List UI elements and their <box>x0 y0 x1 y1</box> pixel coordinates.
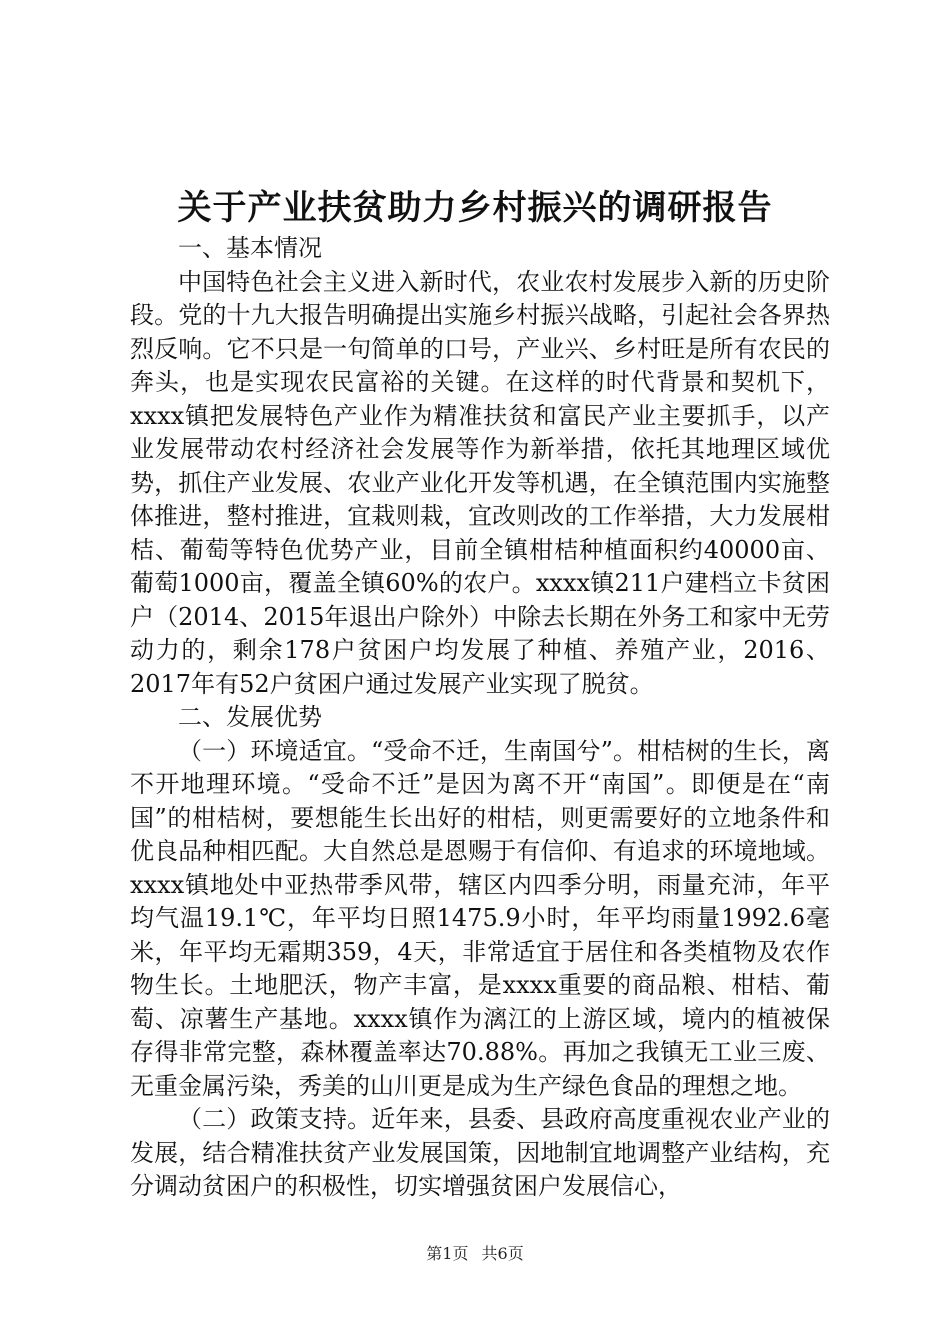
paragraph: （二）政策支持。近年来，县委、县政府高度重视农业产业的发展，结合精准扶贫产业发展国策，因地制宜地调整产业结构，充分调动贫困户的积极性，切实增强贫困户发展信心， <box>130 1105 830 1200</box>
paragraph: 中国特色社会主义进入新时代，农业农村发展步入新的历史阶段。党的十九大报告明确提出实施乡村振兴战略，引起社会各界热烈反响。它不只是一句简单的口号，产业兴、乡村旺是所有农民的奔头，也是实现农民富裕的关键。在这样的时代背景和契机下，xxxx镇把发展特色产业作为精准扶贫和富民产业主要抓手，以产业发展带动农村经济社会发展等作为新举措，依托其地理区域优势，抓住产业发展、农业产业化开发等机遇，在全镇范围内实施整体推进，整村推进，宜栽则栽，宜改则改的工作举措，大力发展柑桔、葡萄等特色优势产业，目前全镇柑桔种植面积约40000亩、葡萄1000亩，覆盖全镇60%的农户。xxxx镇211户建档立卡贫困户（2014、2015年退出户除外）中除去长期在外务工和家中无劳动力的，剩余178户贫困户均发展了种植、养殖产业，2016、2017年有52户贫困户通过发展产业实现了脱贫。 <box>130 267 830 698</box>
page-number: 第1页 <box>426 1244 469 1263</box>
paragraph: （一）环境适宜。“受命不迁，生南国兮”。柑桔树的生长，离不开地理环境。“受命不迁”是因为离不开“南国”。即便是在“南国”的柑桔树，要想能生长出好的柑桔，则更需要好的立地条件和优良品种相匹配。大自然总是恩赐于有信仰、有追求的环境地域。xxxx镇地处中亚热带季风带，辖区内四季分明，雨量充沛，年平均气温19.1℃，年平均日照1475.9小时，年平均雨量1992.6毫米，年平均无霜期359，4天，非常适宜于居住和各类植物及农作物生长。土地肥沃，物产丰富，是xxxx重要的商品粮、柑桔、葡萄、凉薯生产基地。xxxx镇作为漓江的上游区域，境内的植被保存得非常完整，森林覆盖率达70.88%。再加之我镇无工业三废、无重金属污染，秀美的山川更是成为生产绿色食品的理想之地。 <box>130 736 830 1100</box>
document-title: 关于产业扶贫助力乡村振兴的调研报告 <box>177 188 773 228</box>
document-body <box>130 232 830 1204</box>
section-heading: 一、基本情况 <box>178 234 322 262</box>
section-heading: 二、发展优势 <box>178 703 322 731</box>
page-total: 共6页 <box>481 1244 524 1263</box>
page-footer <box>0 1242 950 1266</box>
